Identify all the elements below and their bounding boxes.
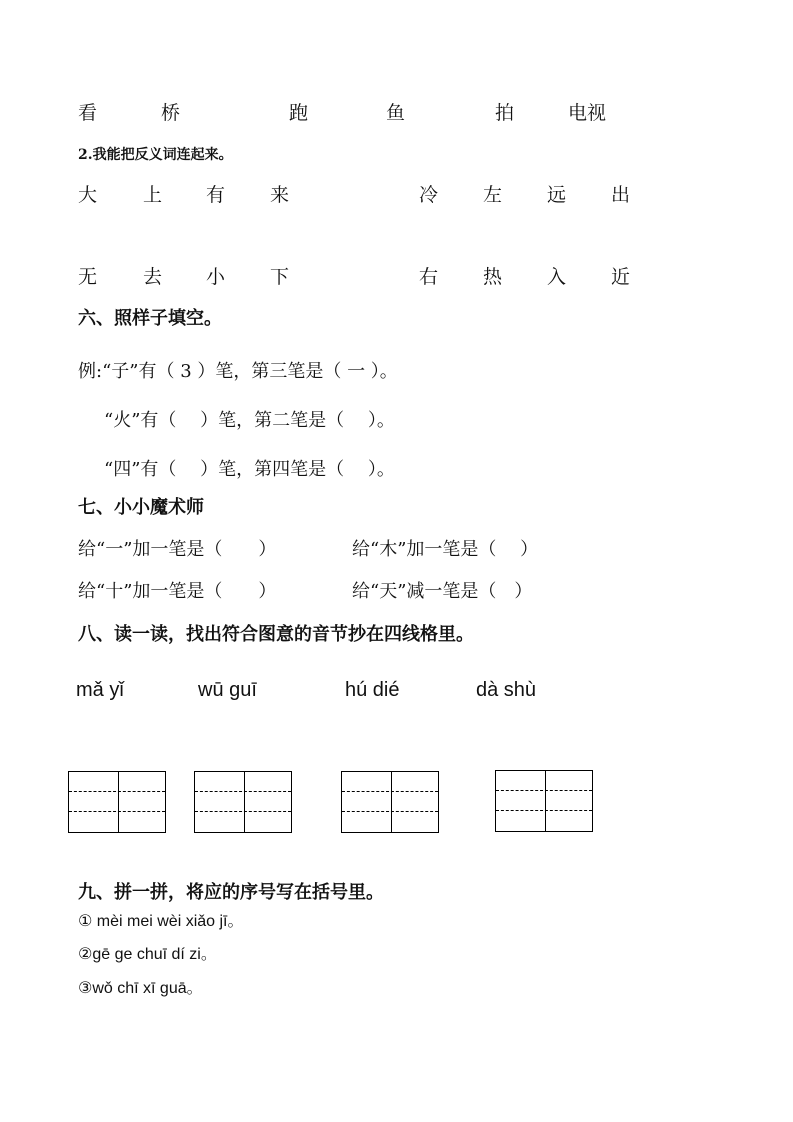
section6-title: 六、照样子填空。 (78, 308, 222, 329)
word-yu: 鱼 (386, 102, 406, 124)
antonym-bottom: 去 (143, 266, 163, 288)
section7-item: 给“木”加一笔是（ ） (352, 539, 539, 560)
q2-title: 2.我能把反义词连起来。 (78, 147, 233, 163)
syllable-hudie: hú dié (345, 679, 400, 701)
section9-title: 九、拼一拼，将应的序号写在括号里。 (78, 882, 384, 903)
word-qiao: 桥 (161, 102, 181, 124)
antonym-bottom: 无 (78, 266, 98, 288)
antonym-top: 冷 (419, 184, 439, 206)
antonym-top: 有 (206, 184, 226, 206)
section6-example: 例:“子”有（ 3 ）笔，第三笔是（ 一 ）。 (78, 361, 398, 382)
antonym-top: 上 (143, 184, 163, 206)
section7-item: 给“一”加一笔是（ ） (78, 539, 277, 560)
syllable-mayi: mǎ yǐ (76, 679, 124, 701)
antonym-top: 来 (270, 184, 290, 206)
section9-line: ②gē ge chuī dí zi。 (78, 946, 217, 963)
four-line-grid[interactable] (194, 771, 292, 833)
section7-item: 给“天”减一笔是（ ） (352, 581, 533, 602)
antonym-bottom: 下 (270, 266, 290, 288)
antonym-top: 大 (78, 184, 98, 206)
antonym-top: 出 (611, 184, 631, 206)
word-kan: 看 (78, 102, 98, 124)
antonym-bottom: 近 (611, 266, 631, 288)
word-pao: 跑 (289, 102, 309, 124)
word-dianshi: 电视 (568, 102, 607, 124)
four-line-grid[interactable] (341, 771, 439, 833)
section7-item: 给“十”加一笔是（ ） (78, 581, 277, 602)
antonym-bottom: 入 (547, 266, 567, 288)
four-line-grid[interactable] (68, 771, 166, 833)
syllable-dashu: dà shù (476, 679, 537, 701)
syllable-wugui: wū guī (198, 679, 257, 701)
section9-line: ① mèi mei wèi xiǎo jī。 (78, 913, 244, 930)
antonym-top: 左 (483, 184, 503, 206)
section9-line: ③wǒ chī xī guā。 (78, 980, 203, 997)
section7-title: 七、小小魔术师 (78, 497, 204, 518)
section6-line2: “四”有（ ）笔，第四笔是（ ）。 (104, 459, 395, 480)
antonym-bottom: 热 (483, 266, 503, 288)
antonym-bottom: 右 (419, 266, 439, 288)
word-pai: 拍 (495, 102, 515, 124)
section8-title: 八、读一读，找出符合图意的音节抄在四线格里。 (78, 624, 474, 645)
four-line-grid[interactable] (495, 770, 593, 832)
antonym-top: 远 (547, 184, 567, 206)
section6-line1: “火”有（ ）笔，第二笔是（ ）。 (104, 410, 395, 431)
antonym-bottom: 小 (206, 266, 226, 288)
